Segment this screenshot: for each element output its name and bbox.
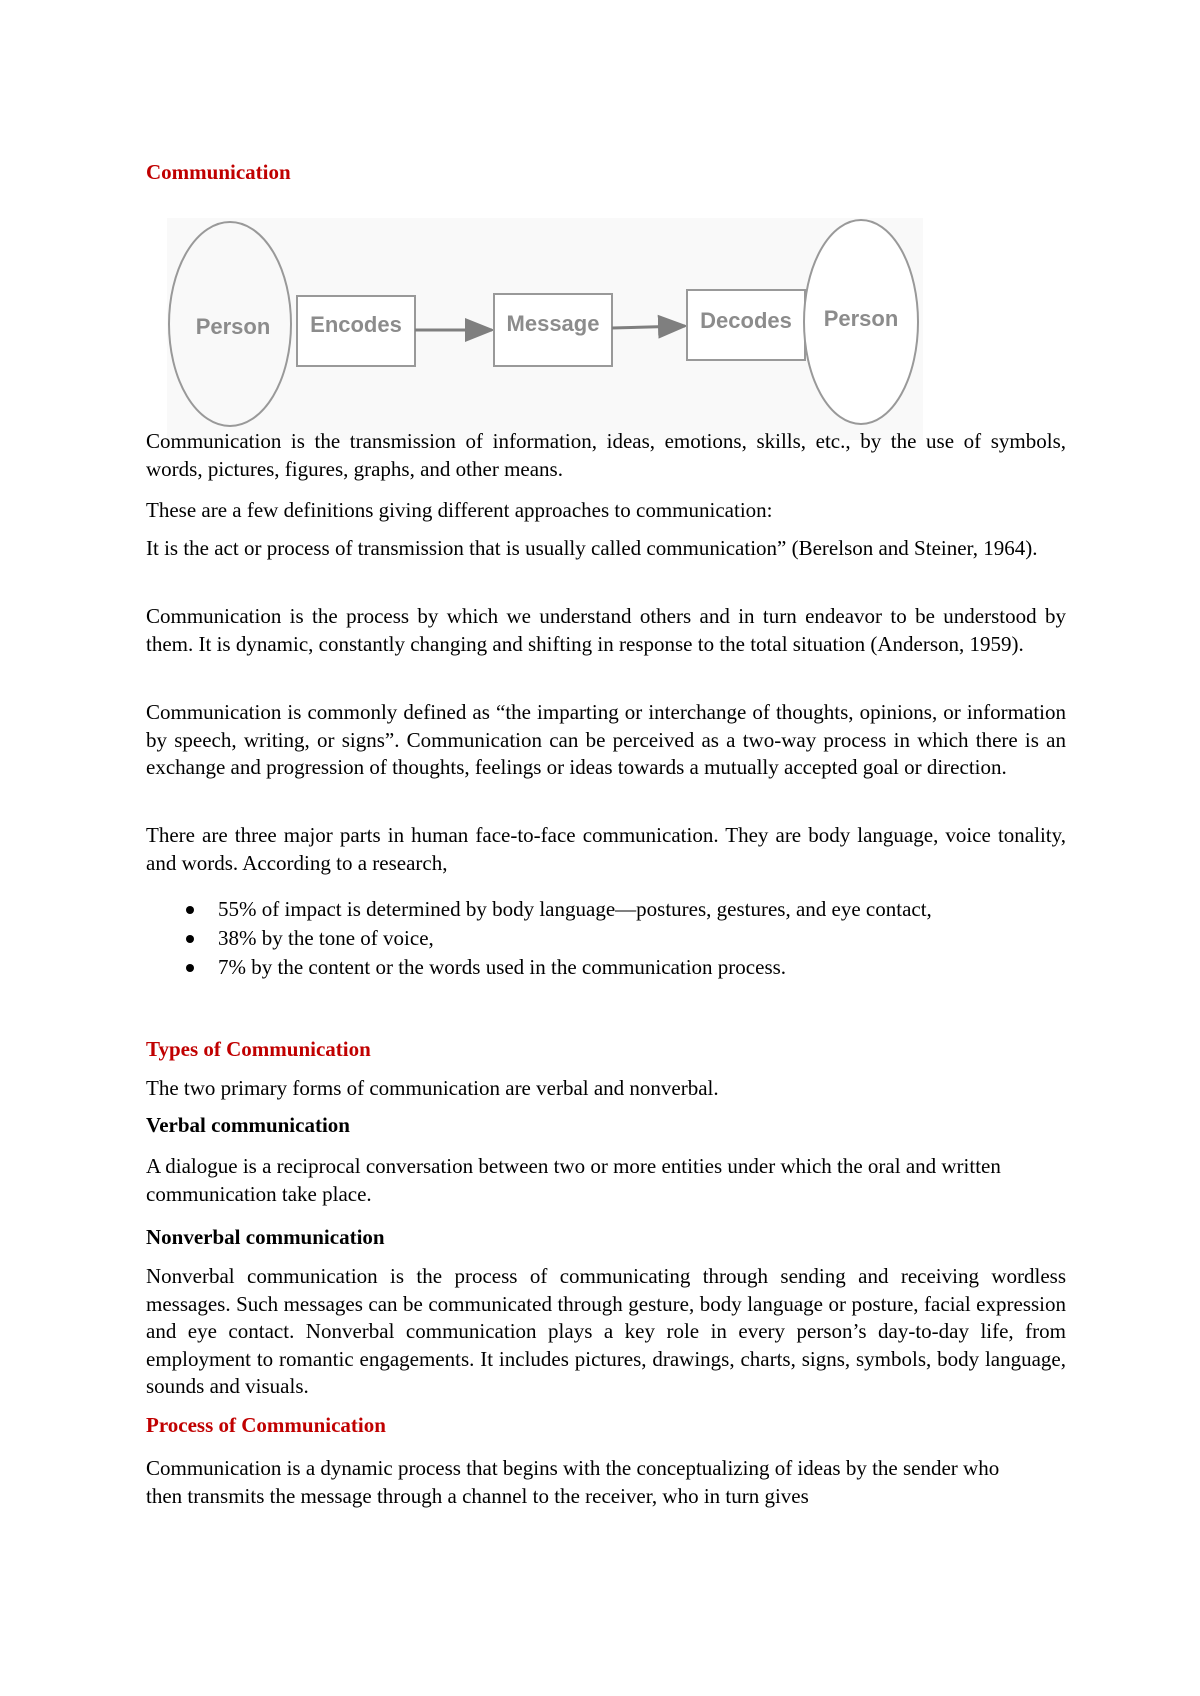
paragraph-approaches: These are a few definitions giving different approaches to communication: [146,498,773,522]
heading-verbal-communication: Verbal communication [146,1113,350,1137]
paragraph-common-definition: Communication is commonly defined as “the imparting or interchange of thoughts, opinions, or information by speech, writing, or signs”. Communication can be perceived as a two-way process in which there is an exchange and progression of thoughts, feelings or ideas towards a mutually accepted goal or direction. [146,700,1066,779]
list-item-text: 55% of impact is determined by body language—postures, gestures, and eye contact, [218,897,932,921]
arrow-message-decodes [612,326,685,328]
list-item [146,953,1066,982]
paragraph-berelson-steiner: It is the act or process of transmission that is usually called communication” (Berelson and Steiner, 1964). [146,536,1038,560]
encodes-label: Encodes [310,312,402,337]
bullet-icon [186,906,194,914]
impact-list [146,895,1066,982]
sender-label: Person [195,314,271,339]
list-item [146,895,1066,924]
receiver-label: Person [823,306,899,331]
list-item-text: 38% by the tone of voice, [218,926,434,950]
decodes-label: Decodes [700,308,792,333]
paragraph-nonverbal: Nonverbal communication is the process of communicating through sending and receiving wordless messages. Such messages can be communicated through gesture, body language or posture, facial expression and eye contact. Nonverbal communication plays a key role in every person’s day-to-day life, from employment to romantic engagements. It includes pictures, drawings, charts, signs, symbols, body language, sounds and visuals. [146,1264,1066,1398]
paragraph-primary-forms: The two primary forms of communication are verbal and nonverbal. [146,1076,719,1100]
paragraph-dialogue: A dialogue is a reciprocal conversation between two or more entities under which the oral and written communication take place. [146,1154,1001,1206]
paragraph-definition: Communication is the transmission of information, ideas, emotions, skills, etc., by the use of symbols, words, pictures, figures, graphs, and other means. [146,429,1066,481]
bullet-icon [186,935,194,943]
heading-communication: Communication [146,160,291,184]
heading-nonverbal-communication: Nonverbal communication [146,1225,385,1249]
paragraph-three-parts: There are three major parts in human face-to-face communication. They are body language, voice tonality, and words. According to a research, [146,823,1066,875]
paragraph-anderson: Communication is the process by which we understand others and in turn endeavor to be understood by them. It is dynamic, constantly changing and shifting in response to the total situation (Anderson, 1959). [146,604,1066,656]
message-label: Message [506,311,600,336]
heading-types-of-communication: Types of Communication [146,1037,371,1061]
heading-process-of-communication: Process of Communication [146,1413,386,1437]
communication-diagram [167,218,923,440]
paragraph-process: Communication is a dynamic process that begins with the conceptualizing of ideas by the sender who then transmits the message through a channel to the receiver, who in turn gives [146,1456,1000,1508]
list-item-text: 7% by the content or the words used in the communication process. [218,955,787,979]
list-item [146,924,1066,953]
diagram-canvas [167,218,923,440]
bullet-icon [186,964,194,972]
